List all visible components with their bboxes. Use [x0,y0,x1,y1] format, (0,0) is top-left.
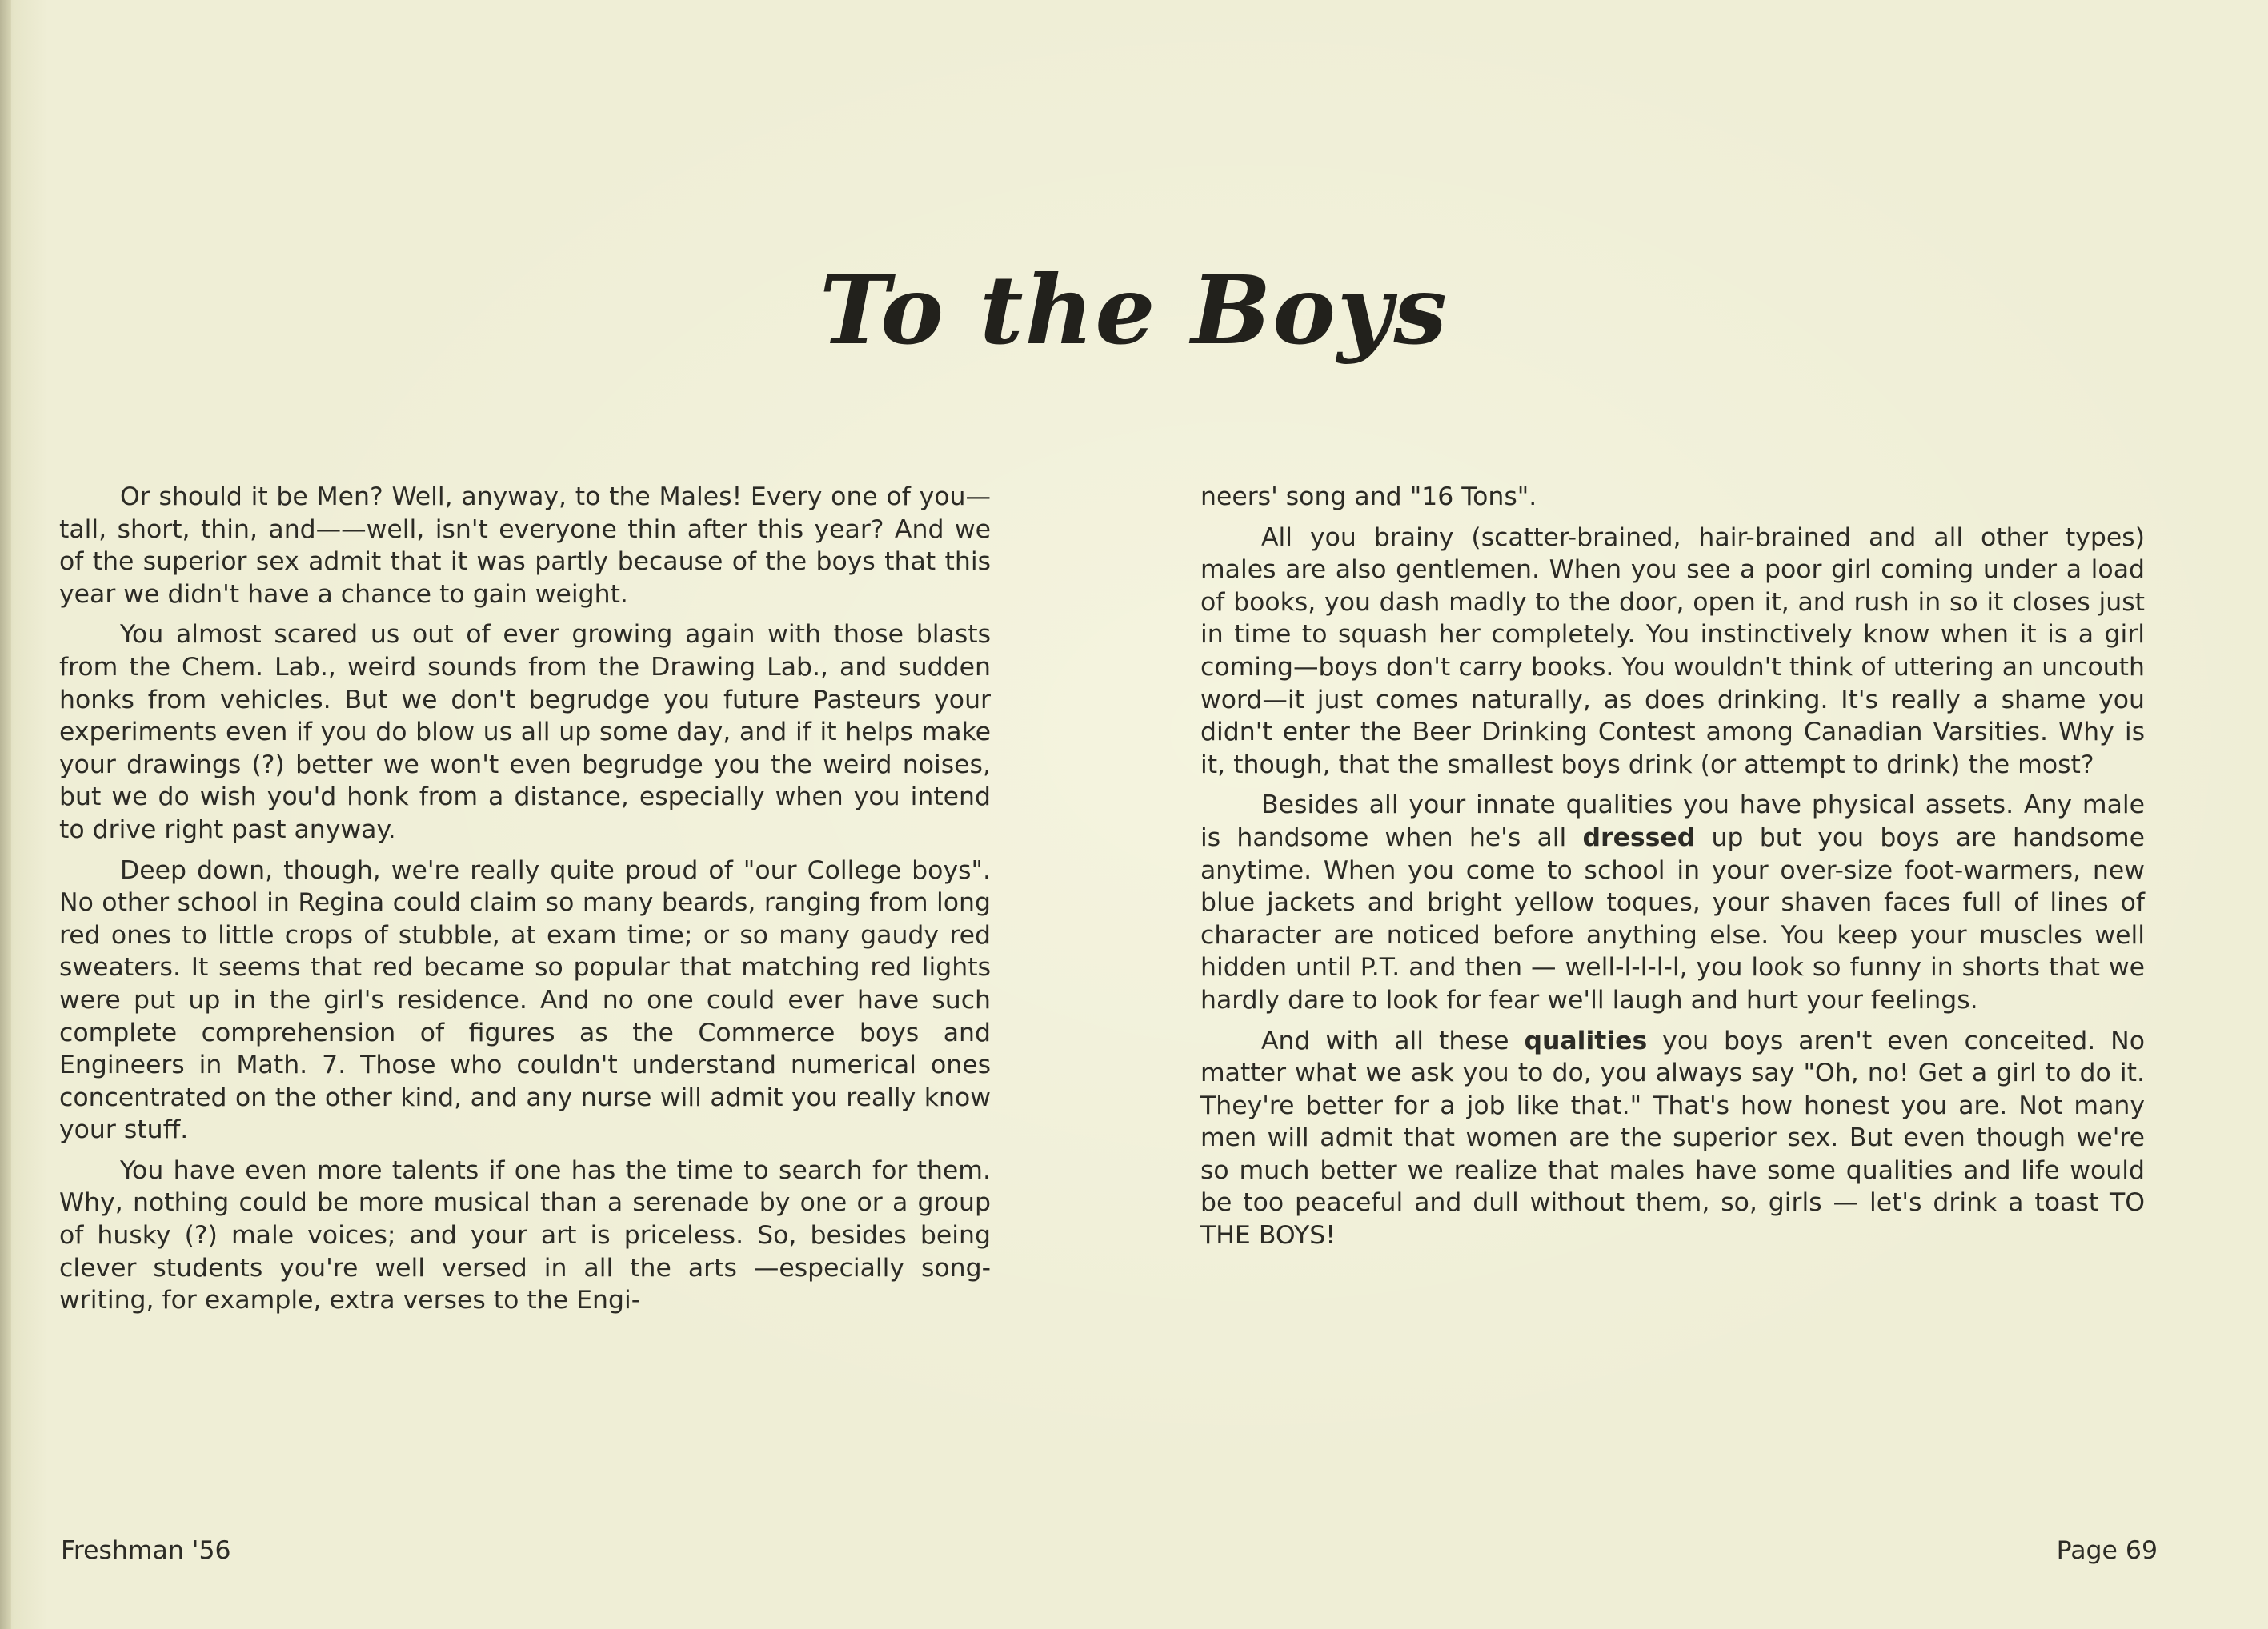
paragraph: Deep down, though, we're really quite proud of "our College boys". No other school in Regina could claim so many beards, ranging from long red ones to little crops of stubble, at exam time; or so many gaudy red sweaters. It seems that red became so popular that matching red lights were put up in the girl's residence. And no one could ever have such complete comprehension of figures as the Commerce boys and Engineers in Math. 7. Those who couldn't understand numerical ones concentrated on the other kind, and any nurse will admit you really know your stuff. [59,855,991,1145]
text-run: you boys aren't even conceited. No matter what we ask you to do, you always say "Oh, no! Get a girl to do it. They're better for a job like that." That's how honest you are. Not many men will admit that women are the superior sex. But even though we're so much better we realize that males have some qualities and life would be too peaceful and dull without them, so, girls — let's drink a toast TO THE BOYS! [1200,1026,2145,1251]
paragraph: You have even more talents if one has the time to search for them. Why, nothing could be more musical than a serenade by one or a group of husky (?) male voices; and your art is priceless. So, besides being clever students you're well versed in all the arts —especially song-writing, for example, extra verses to the Engi- [59,1155,991,1315]
footer-publication: Freshman '56 [61,1536,231,1565]
paragraph: Or should it be Men? Well, anyway, to the Males! Every one of you—tall, short, thin, and——well, isn't everyone thin after this year? And we of the superior sex admit that it was partly because of the boys that this year we didn't have a chance to gain weight. [59,482,991,609]
page-spine-edge [0,0,11,1629]
paragraph: All you brainy (scatter-brained, hair-brained and all other types) males are also gentlemen. When you see a poor girl coming under a load of books, you dash madly to the door, open it, and rush in so it closes just in time to squash her completely. You instinctively know when it is a girl coming—boys don't carry books. You wouldn't think of uttering an uncouth word—it just comes naturally, as does drinking. It's really a shame you didn't enter the Beer Drinking Contest among Canadian Varsities. Why is it, though, that the smallest boys drink (or attempt to drink) the most? [1200,522,2145,779]
right-column [1200,481,2145,1260]
page-title: To the Boys [819,254,1449,366]
bold-word: dressed [1582,823,1696,852]
text-run: up but you boys are handsome anytime. When you come to school in your over-size foot-warmers, new blue jackets and bright yellow toques, your shaven faces full of lines of character are noticed before anything else. You keep your muscles well hidden until P.T. and then — well-l-l-l-l, you look so funny in shorts that we hardly dare to look for fear we'll laugh and hurt your feelings. [1200,823,2145,1015]
text-run: Besides all your innate qualities you have physical assets. Any male is handsome when he's all [1200,790,2145,852]
footer-page-number: Page 69 [2056,1536,2158,1565]
paragraph: You almost scared us out of ever growing again with those blasts from the Chem. Lab., weird sounds from the Drawing Lab., and sudden honks from vehicles. But we don't begrudge you future Pasteurs your experiments even if you do blow us all up some day, and if it helps make your drawings (?) better we won't even begrudge you the weird noises, but we do wish you'd honk from a distance, especially when you intend to drive right past anyway. [59,620,991,844]
left-column [59,481,991,1325]
paragraph [1200,1025,2145,1252]
paragraph-continuation: neers' song and "16 Tons". [1200,482,1537,511]
paragraph [1200,789,2145,1016]
text-run: And with all these [1261,1026,1525,1055]
bold-word: qualities [1524,1026,1648,1055]
